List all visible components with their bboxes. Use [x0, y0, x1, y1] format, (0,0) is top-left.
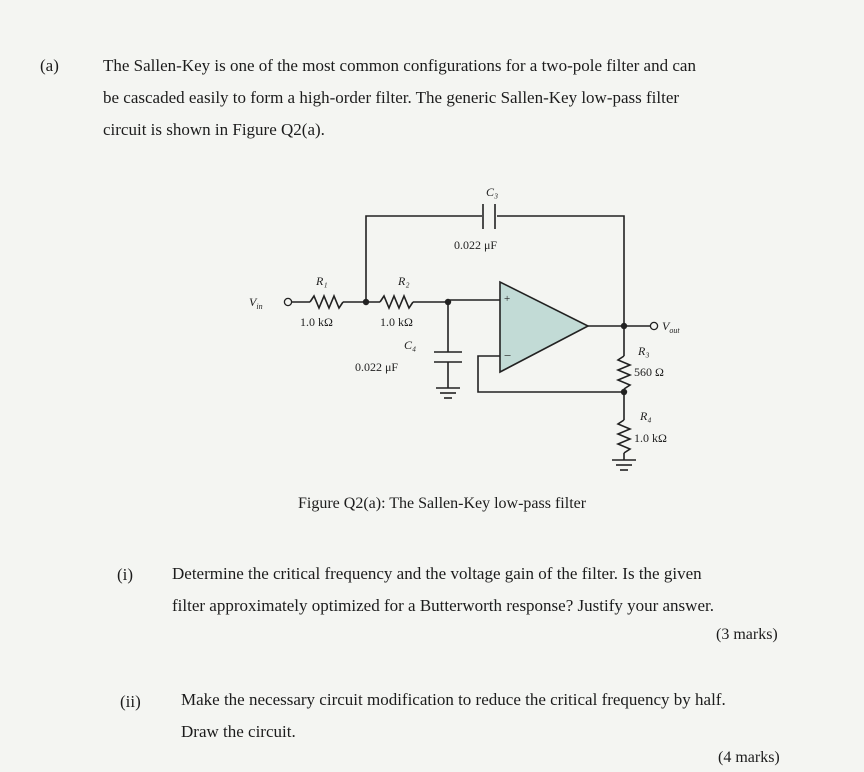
r4-resistor	[618, 420, 630, 453]
node-dot-r3r4	[621, 389, 627, 395]
r4-label: R₄	[640, 409, 652, 423]
subquestion-1-text	[172, 558, 822, 622]
feedback-wire	[366, 216, 624, 326]
intro-line-1: The Sallen-Key is one of the most common configurations for a two-pole filter and can	[103, 56, 696, 75]
part-label: (a)	[40, 56, 59, 75]
subquestion-2-text	[181, 684, 821, 748]
intro-line-2: be cascaded easily to form a high-order filter. The generic Sallen-Key low-pass filter	[103, 88, 680, 107]
c4-label: C₄	[404, 338, 417, 352]
c3-label: C₃	[486, 185, 499, 199]
node-dot-c4	[445, 299, 451, 305]
node-dot-output	[621, 323, 627, 329]
c3-value: 0.022 μF	[454, 238, 498, 252]
r3-value: 560 Ω	[634, 365, 664, 379]
node-dot-r1r2	[363, 299, 369, 305]
subquestion-1-marks: (3 marks)	[716, 626, 778, 643]
r3-resistor	[618, 356, 630, 389]
subquestion-1-line-2: filter approximately optimized for a Butterworth response? Justify your answer.	[172, 596, 714, 615]
r2-label: R₂	[398, 274, 410, 288]
r3-label: R₃	[638, 344, 650, 358]
subquestion-2-marks: (4 marks)	[718, 749, 780, 766]
r2-value: 1.0 kΩ	[380, 315, 413, 329]
r1-value: 1.0 kΩ	[300, 315, 333, 329]
op-amp	[500, 282, 588, 372]
op-amp-plus: +	[504, 293, 511, 305]
vout-label: $V_{out}$	[662, 319, 680, 335]
vin-label: $V_{in}$	[249, 295, 263, 311]
op-amp-minus: −	[504, 348, 512, 363]
subquestion-1-line-1: Determine the critical frequency and the voltage gain of the filter. Is the given	[172, 564, 702, 583]
subquestion-1-label: (i)	[117, 565, 134, 584]
figure-caption: Figure Q2(a): The Sallen-Key low-pass filter	[298, 495, 587, 512]
vout-terminal	[650, 322, 657, 329]
subquestion-2-line-2: Draw the circuit.	[181, 722, 296, 741]
vin-terminal	[284, 298, 291, 305]
subquestion-2-line-1: Make the necessary circuit modification to reduce the critical frequency by half.	[181, 690, 726, 709]
c4-value: 0.022 μF	[355, 360, 399, 374]
r1-resistor	[310, 296, 343, 308]
subquestion-2-label: (ii)	[120, 692, 141, 711]
r1-label: R₁	[316, 274, 328, 288]
r2-resistor	[380, 296, 413, 308]
r4-value: 1.0 kΩ	[634, 431, 667, 445]
intro-line-3: circuit is shown in Figure Q2(a).	[103, 120, 325, 139]
